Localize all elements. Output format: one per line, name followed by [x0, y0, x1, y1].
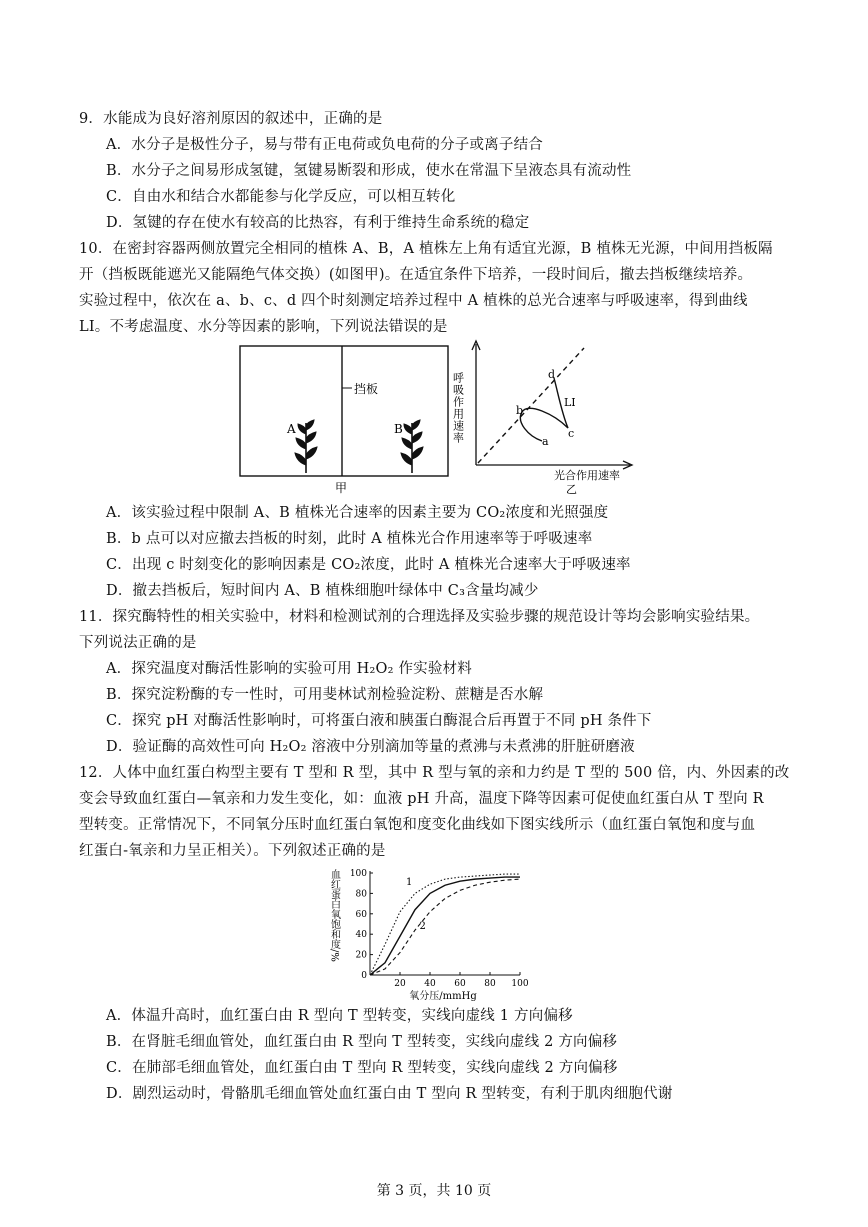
series-line-1 [370, 874, 520, 975]
curve-1-label: 1 [406, 877, 413, 889]
y-tick-label: 60 [355, 909, 367, 920]
q10-stem-line3: 实验过程中，依次在 a、b、c、d 四个时刻测定培养过程中 A 植株的总光合速率与呼吸速率，得到曲线 [79, 293, 748, 309]
x-tick-label: 20 [394, 979, 406, 989]
q12-option-d: D．剧烈运动时，骨骼肌毛细血管处血红蛋白由 T 型向 R 型转变，有利于肌肉细胞代谢 [106, 1086, 673, 1102]
q9-option-b: B．水分子之间易形成氢键，氢键易断裂和形成，使水在常温下呈液态具有流动性 [106, 163, 632, 179]
page-footer: 第 3 页，共 10 页 [376, 1183, 492, 1199]
q9-option-d: D．氢键的存在使水有较高的比热容，有利于维持生命系统的稳定 [106, 215, 530, 231]
y-tick-label: 20 [355, 950, 367, 961]
point-c: c [568, 427, 575, 440]
q10-stem-line2: 开（挡板既能遮光又能隔绝气体交换）(如图甲)。在适宜条件下培养，一段时间后，撤去挡板继续培养。 [79, 267, 753, 283]
curve-li-label: LI [564, 396, 576, 409]
series-line-solid [370, 877, 520, 975]
q11-option-b: B．探究淀粉酶的专一性时，可用斐林试剂检验淀粉、蔗糖是否水解 [106, 687, 544, 703]
figure-jia [238, 345, 454, 497]
q9-option-a: A．水分子是极性分子，易与带有正电荷或负电荷的分子或离子结合 [106, 137, 543, 153]
q11-stem-line2: 下列说法正确的是 [79, 635, 197, 651]
x-tick-label: 40 [424, 979, 436, 989]
q10-option-b: B．b 点可以对应撤去挡板的时刻，此时 A 植株光合作用速率等于呼吸速率 [106, 531, 593, 547]
q12-stem-line4: 红蛋白-氧亲和力呈正相关）。下列叙述正确的是 [79, 843, 386, 859]
oxygen-saturation-chart [330, 863, 535, 1003]
y-tick-label: 0 [361, 971, 367, 981]
q11-option-d: D．验证酶的高效性可向 H₂O₂ 溶液中分别滴加等量的煮沸与未煮沸的肝脏研磨液 [106, 739, 635, 755]
q12-stem-line2: 变会导致血红蛋白—氧亲和力发生变化，如：血液 pH 升高，温度下降等因素可促使血红蛋白从 T 型向 R [79, 791, 764, 807]
plant-a-icon [295, 420, 317, 473]
plant-b-label: B [394, 422, 403, 436]
q12-stem-line1: 12．人体中血红蛋白构型主要有 T 型和 R 型，其中 R 型与氧的亲和力约是 T 型的 500 倍，内、外因素的改 [79, 765, 790, 781]
q12-option-c: C．在肺部毛细血管处，血红蛋白由 T 型向 R 型转变，实线向虚线 2 方向偏移 [106, 1060, 618, 1076]
q10-stem-line1: 10．在密封容器两侧放置完全相同的植株 A、B，A 植株左上角有适宜光源，B 植株无光源，中间用挡板隔 [79, 241, 773, 257]
point-a: a [542, 435, 549, 448]
x-tick-label: 60 [454, 979, 466, 989]
chart-x-label: 氧分压/mmHg [409, 991, 477, 1002]
q10-option-d: D．撤去挡板后，短时间内 A、B 植株细胞叶绿体中 C₃含量均减少 [106, 583, 539, 599]
x-tick-label: 80 [484, 979, 496, 989]
q9-option-c: C．自由水和结合水都能参与化学反应，可以相互转化 [106, 189, 456, 205]
q12-option-a: A．体温升高时，血红蛋白由 R 型向 T 型转变，实线向虚线 1 方向偏移 [106, 1008, 573, 1024]
q10-stem-line4: LI。不考虑温度、水分等因素的影响，下列说法错误的是 [79, 319, 448, 335]
figure-jia-caption: 甲 [334, 481, 348, 495]
x-axis-label: 光合作用速率 [554, 469, 620, 482]
q11-stem-line1: 11．探究酶特性的相关实验中，材料和检测试剂的合理选择及实验步骤的规范设计等均会影响实验结果。 [79, 609, 760, 625]
plant-a-label: A [287, 422, 296, 436]
figure-yi [451, 338, 648, 498]
q12-stem-line3: 型转变。正常情况下，不同氧分压时血红蛋白氧饱和度变化曲线如下图实线所示（血红蛋白氧饱和度与血 [79, 817, 756, 833]
q9-stem: 9．水能成为良好溶剂原因的叙述中，正确的是 [79, 111, 383, 127]
q11-option-a: A．探究温度对酶活性影响的实验可用 H₂O₂ 作实验材料 [106, 661, 472, 677]
x-tick-label: 100 [511, 979, 529, 989]
curve-2-label: 2 [419, 921, 426, 933]
q10-option-c: C．出现 c 时刻变化的影响因素是 CO₂浓度，此时 A 植株光合速率大于呼吸速率 [106, 557, 631, 573]
chart-y-label: 血红蛋白氧饱和度/% [328, 869, 340, 962]
q10-option-a: A．该实验过程中限制 A、B 植株光合速率的因素主要为 CO₂浓度和光照强度 [106, 505, 609, 521]
point-d: d [548, 368, 556, 381]
q11-option-c: C．探究 pH 对酶活性影响时，可将蛋白液和胰蛋白酶混合后再置于不同 pH 条件下 [106, 713, 652, 729]
y-tick-label: 100 [349, 869, 367, 879]
y-tick-label: 40 [355, 930, 367, 941]
y-axis-label: 呼吸作用速率 [451, 372, 465, 444]
plant-b-icon [401, 420, 423, 473]
figure-yi-caption: 乙 [566, 483, 577, 496]
point-b: b [516, 404, 524, 417]
baffle-label: 挡板 [354, 382, 379, 396]
q12-option-b: B．在肾脏毛细血管处，血红蛋白由 R 型向 T 型转变，实线向虚线 2 方向偏移 [106, 1034, 618, 1050]
y-tick-label: 80 [355, 889, 367, 900]
